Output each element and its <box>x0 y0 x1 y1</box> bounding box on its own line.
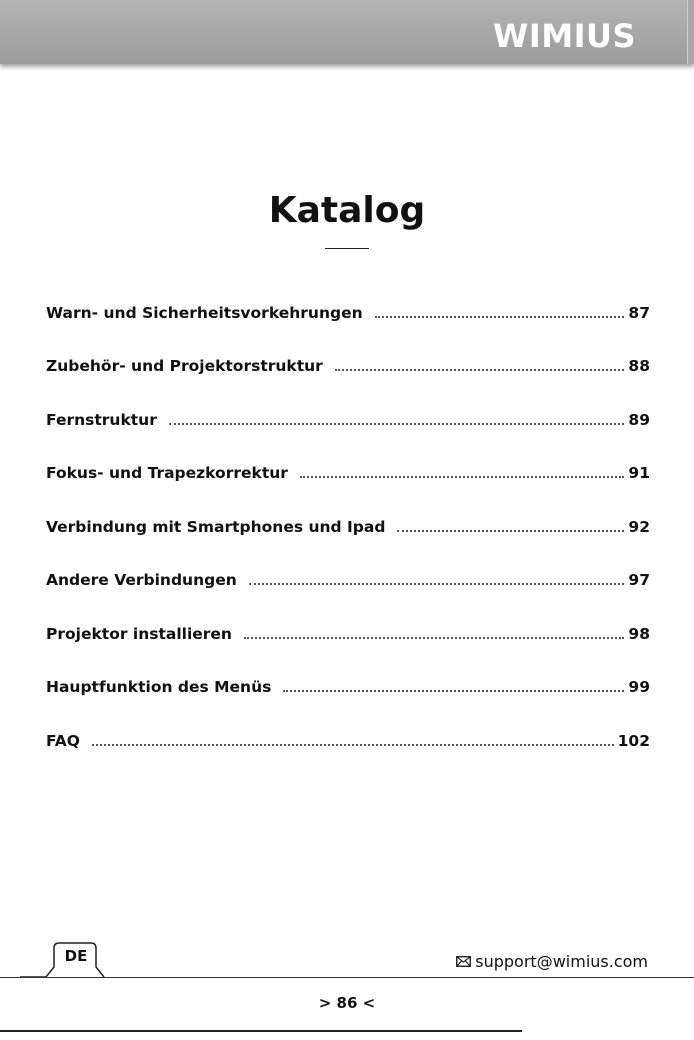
toc-entry-page: 92 <box>628 518 650 536</box>
toc-leader-dots <box>92 744 614 746</box>
toc-entry-page: 88 <box>628 357 650 375</box>
toc-leader-dots <box>375 316 625 318</box>
toc-entry[interactable] <box>46 512 650 538</box>
support-email-text: support@wimius.com <box>475 951 648 971</box>
page-title: Katalog <box>268 190 426 231</box>
footer-divider <box>0 977 694 978</box>
toc-entry-page: 97 <box>628 571 650 589</box>
toc-entry-page: 91 <box>628 464 650 482</box>
toc-leader-dots <box>244 637 624 639</box>
toc-entry-label: Projektor installieren <box>46 625 232 643</box>
toc-entry[interactable] <box>46 672 650 698</box>
toc-entry[interactable] <box>46 298 650 324</box>
toc-leader-dots <box>335 369 625 371</box>
page-number: > 86 < <box>318 994 376 1012</box>
toc-entry-page: 99 <box>628 678 650 696</box>
bottom-rule <box>0 1030 522 1032</box>
toc-entry-page: 98 <box>628 625 650 643</box>
toc-entry[interactable] <box>46 565 650 591</box>
brand-logo: WIMIUS <box>493 17 636 55</box>
mail-icon <box>456 956 471 967</box>
toc-entry-label: Verbindung mit Smartphones und Ipad <box>46 518 386 536</box>
toc-entry[interactable] <box>46 458 650 484</box>
toc-leader-dots <box>397 530 624 532</box>
toc-leader-dots <box>283 690 624 692</box>
toc-leader-dots <box>169 423 625 425</box>
toc-leader-dots <box>249 583 625 585</box>
toc-entry-page: 102 <box>617 732 650 750</box>
toc-entry-label: FAQ <box>46 732 80 750</box>
toc-entry-label: Fernstruktur <box>46 411 157 429</box>
title-underline <box>325 248 369 249</box>
header-edge <box>687 0 694 64</box>
support-email[interactable] <box>456 950 648 972</box>
toc-entry-label: Zubehör- und Projektorstruktur <box>46 357 323 375</box>
toc-entry-label: Andere Verbindungen <box>46 571 237 589</box>
toc-entry-page: 89 <box>628 411 650 429</box>
toc-entry-page: 87 <box>628 304 650 322</box>
toc-entry[interactable] <box>46 351 650 377</box>
toc-entry[interactable] <box>46 726 650 752</box>
toc-entry-label: Hauptfunktion des Menüs <box>46 678 272 696</box>
toc-entry-label: Fokus- und Trapezkorrektur <box>46 464 288 482</box>
toc-entry-label: Warn- und Sicherheitsvorkehrungen <box>46 304 363 322</box>
toc-entry[interactable] <box>46 619 650 645</box>
toc-entry[interactable] <box>46 405 650 431</box>
language-tab: DE <box>64 947 88 965</box>
toc-leader-dots <box>300 476 625 478</box>
